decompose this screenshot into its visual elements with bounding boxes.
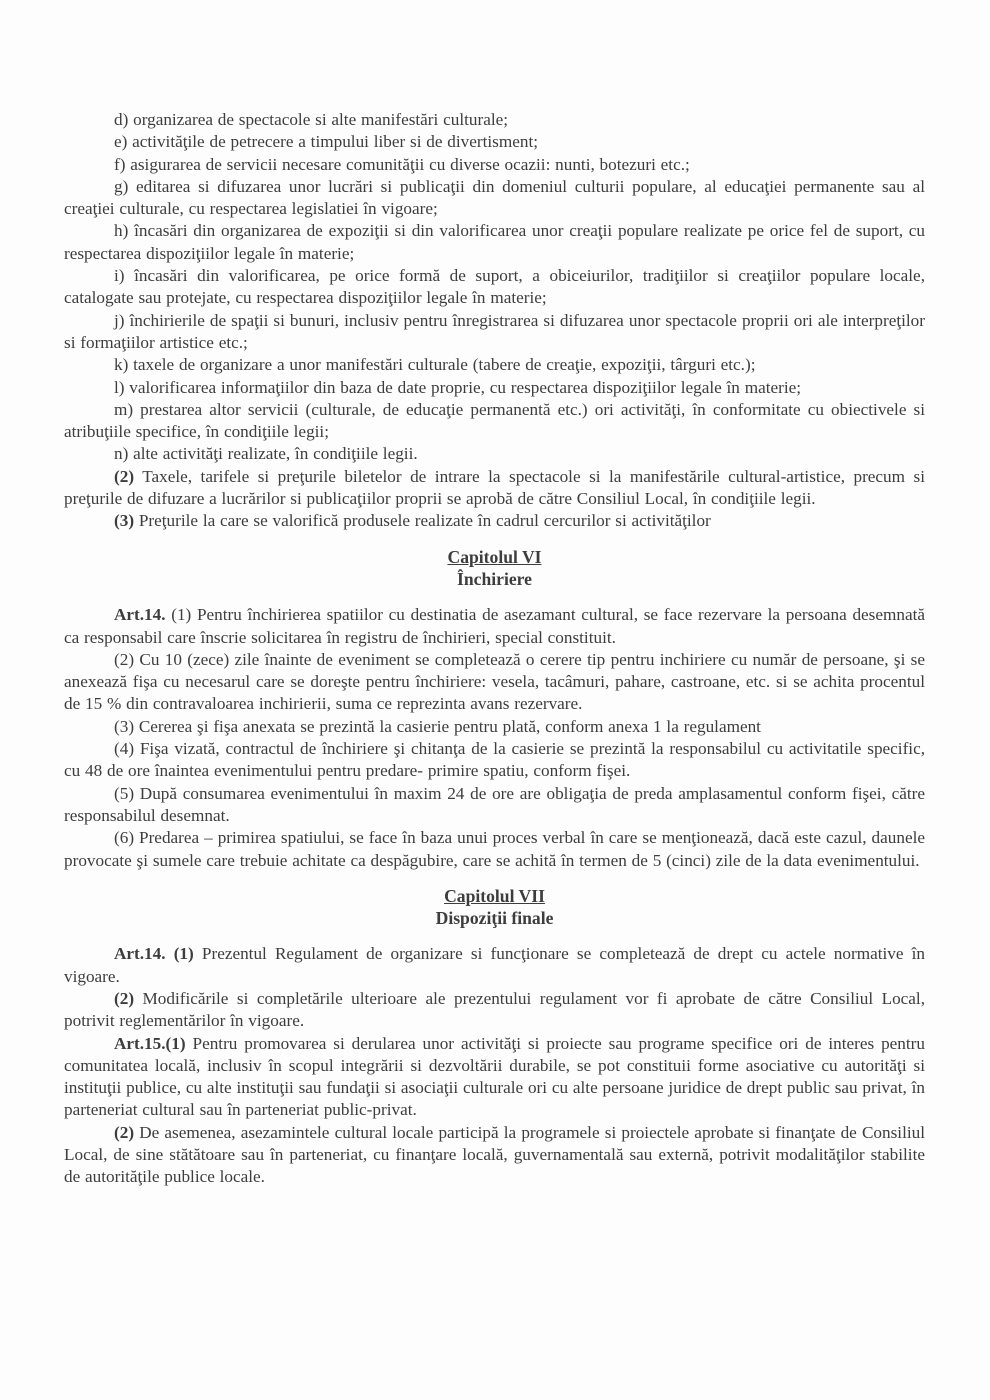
list-item-d xyxy=(64,109,925,131)
chapter-7-title: Capitolul VII xyxy=(444,885,545,906)
paragraph-text: (5) După consumarea evenimentului în maxim 24 de ore are obligaţia de preda amplasamentul conform fişei, către responsabilul desemnat. xyxy=(64,783,925,825)
paragraph-lead: Art.14. (1) xyxy=(114,944,194,964)
chapter-6-title: Capitolul VI xyxy=(447,546,542,567)
paragraph-art14-5 xyxy=(64,783,925,828)
paragraph-art14-3 xyxy=(64,716,925,738)
list-item-m xyxy=(64,399,925,444)
list-item-l xyxy=(64,377,925,399)
paragraph-text: (3) Cererea şi fişa anexata se prezintă la casierie pentru plată, conform anexa 1 la regulament xyxy=(114,716,761,736)
paragraph-art14b-1 xyxy=(64,943,925,988)
list-item-j xyxy=(64,310,925,355)
paragraph-lead: (2) xyxy=(114,466,135,486)
list-item-g xyxy=(64,176,925,221)
paragraph-art13-2 xyxy=(64,466,925,511)
chapter-6-heading xyxy=(64,546,925,591)
paragraph-text: e) activităţile de petrecere a timpului liber si de divertisment; xyxy=(114,132,538,152)
paragraph-art13-3 xyxy=(64,510,925,532)
paragraph-art15-2 xyxy=(64,1122,925,1189)
paragraph-lead: Art.14. xyxy=(114,605,166,625)
paragraph-art14-4 xyxy=(64,738,925,783)
paragraph-art14-6 xyxy=(64,827,925,872)
paragraph-text: Prezentul Regulament de organizare si funcţionare se completează de drept cu actele normative în vigoare. xyxy=(64,944,926,986)
paragraph-art14b-2 xyxy=(64,988,925,1033)
list-item-f xyxy=(64,154,925,176)
paragraph-text: i) încasări din valorificarea, pe orice formă de suport, a obiceiurilor, tradiţiilor si creaţiilor populare locale, catalogate sau protejate, cu respectarea dispoziţiilor legale în materie; xyxy=(64,266,925,308)
paragraph-text: d) organizarea de spectacole si alte manifestări culturale; xyxy=(114,110,509,129)
list-item-n xyxy=(64,443,925,465)
paragraph-text: f) asigurarea de servicii necesare comunităţii cu diverse ocazii: nunti, botezuri etc.; xyxy=(114,154,690,174)
chapter-6-subtitle: Închiriere xyxy=(457,568,532,589)
paragraph-text: (2) Cu 10 (zece) zile înainte de eveniment se completează o cerere tip pentru inchiriere cu număr de persoane, şi se anexează fişa cu necesarul care se doreşte pentru închiriere: vesela, tacâmuri, pahare, castroane, etc. si se achita procentul de 15 % din contravaloarea inchirierii, suma ce reprezinta avans rezervare. xyxy=(64,649,925,714)
paragraph-text: (6) Predarea – primirea spatiului, se face în baza unui proces verbal în care se menţionează, dacă este cazul, daunele provocate şi sumele care trebuie achitate ca despăgubire, care se achită în termen de 5 (cinci) zile de la data evenimentului. xyxy=(64,828,925,870)
list-item-h xyxy=(64,220,925,265)
paragraph-lead: (2) xyxy=(114,1122,135,1142)
paragraph-text: j) închirierile de spaţii si bunuri, inclusiv pentru înregistrarea si difuzarea unor spectacole proprii ori ale interpreţilor si formaţiilor artistice etc.; xyxy=(64,310,925,352)
paragraph-text: g) editarea si difuzarea unor lucrări si publicaţii din domeniul culturii populare, al educaţiei permanente sau al creaţiei culturale, cu respectarea legislatiei în vigoare; xyxy=(64,176,925,219)
paragraph-art15-1 xyxy=(64,1033,925,1122)
paragraph-text: n) alte activităţi realizate, în condiţiile legii. xyxy=(114,444,418,464)
paragraph-text: Preţurile la care se valorifică produsele realizate în cadrul cercurilor si activităţilor xyxy=(138,511,711,531)
paragraph-text: Modificările si completările ulterioare ale prezentului regulament vor fi aprobate de către Consiliul Local, potrivit reglementărilor în vigoare. xyxy=(64,988,925,1031)
paragraph-text: l) valorificarea informaţiilor din baza de date proprie, cu respectarea dispoziţiilor legale în materie; xyxy=(114,377,802,397)
list-item-i xyxy=(64,265,925,310)
paragraph-art14-2 xyxy=(64,649,925,716)
paragraph-text: m) prestarea altor servicii (culturale, de educaţie permanentă etc.) ori activităţi, în conformitate cu obiectivele si atribuţiile specifice, în condiţiile legii; xyxy=(64,399,925,442)
paragraph-text: h) încasări din organizarea de expoziţii si din valorificarea unor creaţii populare realizate pe orice fel de suport, cu respectarea dispoziţiilor legale în materie; xyxy=(64,221,925,263)
paragraph-text: De asemenea, asezamintele cultural locale participă la programele si proiectele aprobate si finanţate de Consiliul Local, de sine stătătoare sau în parteneriat, cu finanţare locală, guvernamentală sau externă, potrivit modalităţilor stabilite de autorităţile publice locale. xyxy=(64,1122,925,1187)
paragraph-lead: (2) xyxy=(114,988,135,1008)
paragraph-text: (1) Pentru închirierea spatiilor cu destinatia de asezamant cultural, se face rezervare la persoana desemnată ca responsabil care înscrie solicitarea în registru de închirieri, special constituit. xyxy=(64,605,925,647)
paragraph-art14-1 xyxy=(64,604,925,649)
paragraph-lead: (3) xyxy=(114,511,135,531)
paragraph-text: Pentru promovarea si derularea unor activităţi si proiecte sau programe specifice ori de interes pentru comunitatea locală, inclusiv în scopul integrării si dezvoltării durabile, se pot constituii forme asociative cu autorităţi si instituţii publice, cu alte instituţii sau fundaţii si asociaţii culturale ori cu alte persoane juridice de drept public sau privat, în parteneriat cultural sau în parteneriat public-privat. xyxy=(64,1033,925,1120)
paragraph-text: Taxele, tarifele si preţurile biletelor de intrare la spectacole si la manifestările cultural-artistice, precum si preţurile de difuzare a lucrărilor si publicaţiilor proprii se aprobă de către Consiliul Local, în condiţiile legii. xyxy=(64,466,925,509)
chapter-7-subtitle: Dispoziţii finale xyxy=(435,908,554,929)
paragraph-lead: Art.15.(1) xyxy=(114,1033,186,1053)
chapter-7-heading xyxy=(64,885,925,930)
list-item-e xyxy=(64,131,925,153)
list-item-k xyxy=(64,354,925,376)
paragraph-text: (4) Fişa vizată, contractul de închiriere şi chitanţa de la casierie se prezintă la responsabilul cu activitatile specific, cu 48 de ore înaintea evenimentului pentru predare- primire spatiu, conform fişei. xyxy=(64,739,925,781)
paragraph-text: k) taxele de organizare a unor manifestări culturale (tabere de creaţie, expoziţii, târguri etc.); xyxy=(114,355,756,375)
document-body xyxy=(64,109,925,1189)
